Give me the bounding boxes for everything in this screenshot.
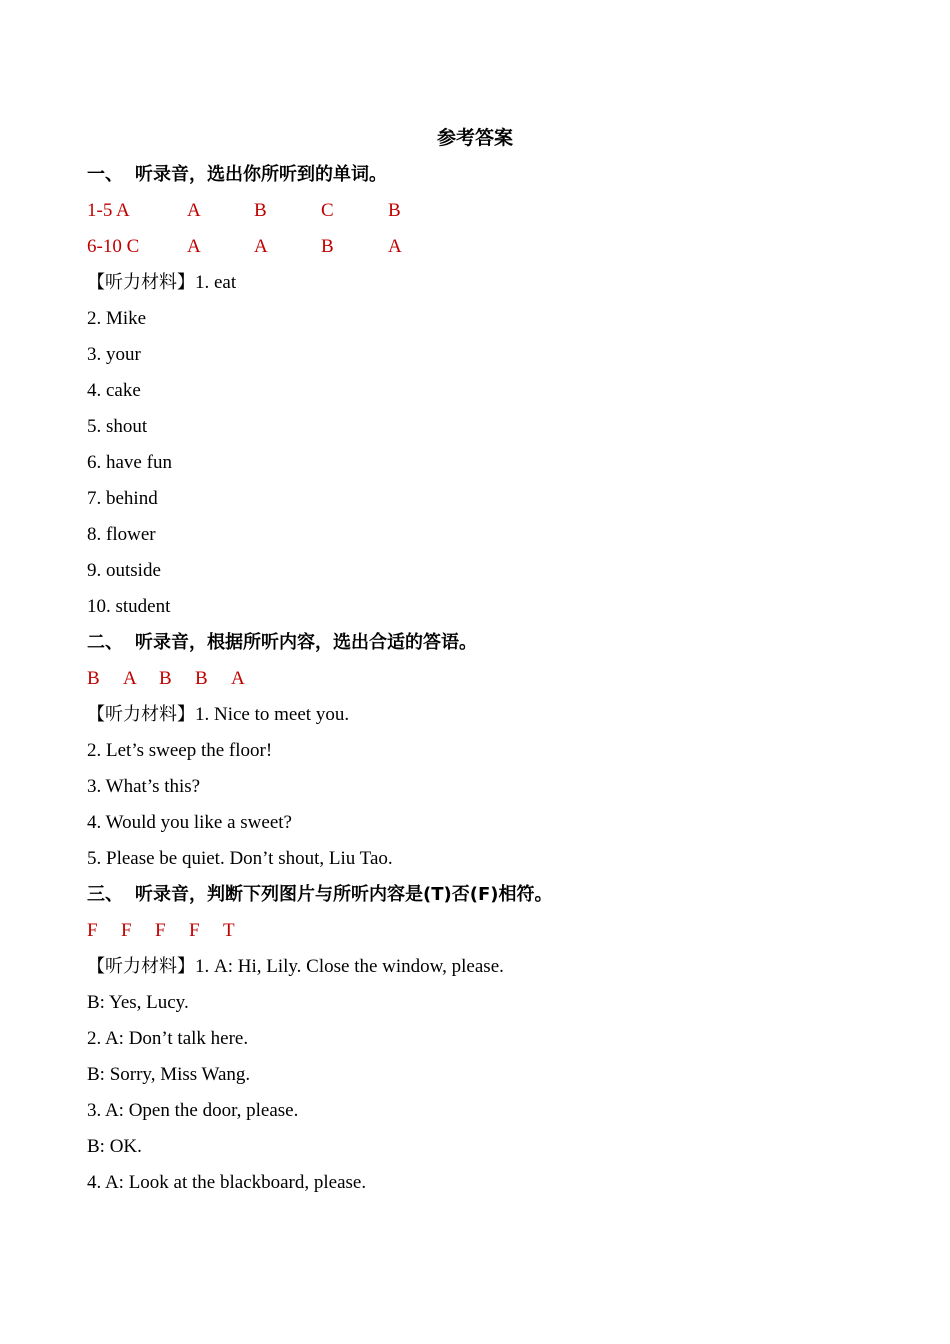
section-2-title: 听录音，根据所听内容，选出合适的答语。 [135, 632, 477, 653]
answer: F [121, 920, 132, 941]
answer: 1-5 A [87, 200, 130, 221]
material-item: 2. A: Don’t talk here. [87, 1028, 249, 1049]
material-item: 3. What’s this? [87, 776, 201, 797]
material-item: 4. cake [87, 380, 141, 401]
material-item: 6. have fun [87, 452, 172, 473]
answer: B [87, 668, 100, 689]
answer: A [231, 668, 245, 689]
section-1-number: 一、 [87, 164, 123, 185]
section-1-title: 听录音，选出你所听到的单词。 [135, 164, 387, 185]
material-label: 【听力材料】 [87, 272, 195, 293]
section-1-answers-row-2 [87, 232, 887, 268]
material-item: 3. A: Open the door, please. [87, 1100, 299, 1121]
section-3-material-line [87, 952, 887, 988]
answer-content [87, 160, 887, 1204]
answer: B [159, 668, 172, 689]
answer: A [123, 668, 137, 689]
section-3-number: 三、 [87, 884, 123, 905]
material-item: 8. flower [87, 524, 156, 545]
material-item: 3. your [87, 344, 141, 365]
answer: F [87, 920, 98, 941]
material-item: B: OK. [87, 1136, 142, 1157]
section-2-answers [87, 664, 887, 700]
section-2-material-line [87, 700, 887, 736]
answer: B [321, 236, 334, 257]
section-3-title: 听录音，判断下列图片与所听内容是(T)否(F)相符。 [135, 884, 553, 905]
answer: A [187, 200, 201, 221]
section-3-heading [87, 880, 887, 916]
material-label: 【听力材料】 [87, 704, 195, 725]
material-item: B: Yes, Lucy. [87, 992, 189, 1013]
section-1-heading [87, 160, 887, 196]
section-3-answers [87, 916, 887, 952]
material-label: 【听力材料】 [87, 956, 195, 977]
material-item: 5. Please be quiet. Don’t shout, Liu Tao. [87, 848, 393, 869]
page-title: 参考答案 [436, 127, 513, 149]
answer: B [388, 200, 401, 221]
answer: B [254, 200, 267, 221]
material-item: 5. shout [87, 416, 148, 437]
section-1-answers-row-1 [87, 196, 887, 232]
material-item: 4. Would you like a sweet? [87, 812, 292, 833]
material-item: 1. eat [195, 272, 237, 293]
material-item: 2. Mike [87, 308, 147, 329]
material-item: B: Sorry, Miss Wang. [87, 1064, 251, 1085]
answer: A [388, 236, 402, 257]
answer: F [155, 920, 166, 941]
answer: A [254, 236, 268, 257]
material-item: 9. outside [87, 560, 161, 581]
material-item: 2. Let’s sweep the floor! [87, 740, 273, 761]
answer: A [187, 236, 201, 257]
section-1-material-line [87, 268, 887, 304]
answer: F [189, 920, 200, 941]
section-2-number: 二、 [87, 632, 123, 653]
material-item: 1. A: Hi, Lily. Close the window, please. [195, 956, 504, 977]
answer: B [195, 668, 208, 689]
answer: C [321, 200, 334, 221]
section-2-heading [87, 628, 887, 664]
material-item: 10. student [87, 596, 171, 617]
material-item: 4. A: Look at the blackboard, please. [87, 1172, 367, 1193]
answer: 6-10 C [87, 236, 140, 257]
material-item: 7. behind [87, 488, 158, 509]
answer: T [223, 920, 235, 941]
material-item: 1. Nice to meet you. [195, 704, 350, 725]
